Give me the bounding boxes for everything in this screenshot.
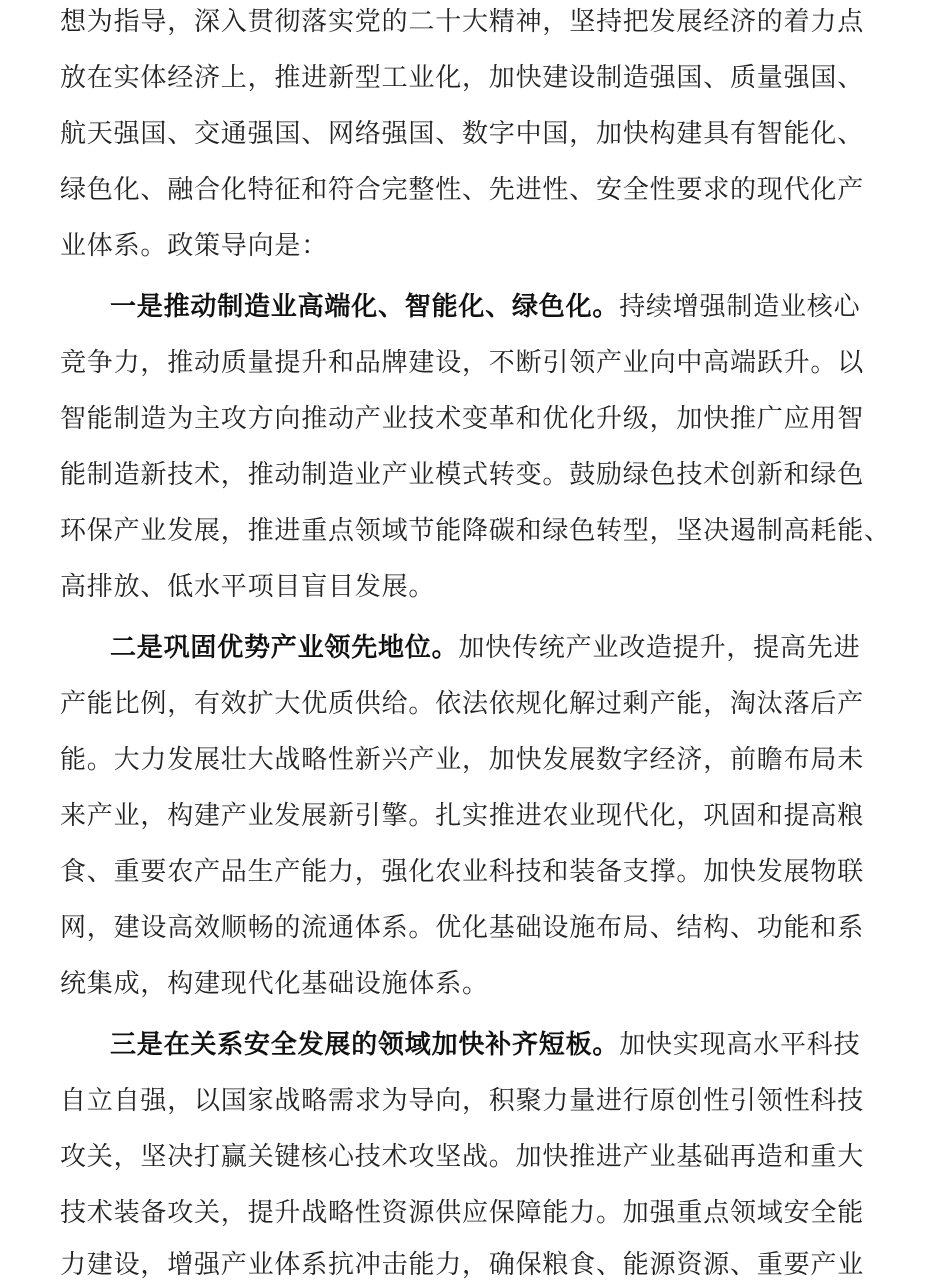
- section-1-line-5: 环保产业发展，推进重点领域节能降碳和绿色转型，坚决遏制高耗能、: [60, 516, 891, 546]
- section-3-heading: 三是在关系安全发展的领域加快补齐短板。: [110, 1030, 620, 1060]
- section-2-line-3: 能。大力发展壮大战略性新兴产业，加快发展数字经济，前瞻布局未: [60, 745, 865, 775]
- section-3-line-5: 力建设，增强产业体系抗冲击能力，确保粮食、能源资源、重要产业: [60, 1250, 865, 1280]
- section-1-line-3: 智能制造为主攻方向推动产业技术变革和优化升级，加快推广应用智: [60, 404, 865, 434]
- section-1-line-4: 能制造新技术，推动制造业产业模式转变。鼓励绿色技术创新和绿色: [60, 460, 865, 490]
- section-2-line-5: 食、重要农产品生产能力，强化农业科技和装备支撑。加快发展物联: [60, 857, 865, 887]
- section-2-line-2: 产能比例，有效扩大优质供给。依法依规化解过剩产能，淘汰落后产: [60, 689, 865, 719]
- section-3-line-2: 自立自强，以国家战略需求为导向，积聚力量进行原创性引领性科技: [60, 1086, 865, 1116]
- section-2-first-line: [110, 630, 860, 666]
- section-2-heading: 二是巩固优势产业领先地位。: [110, 633, 459, 663]
- intro-line-1: 想为指导，深入贯彻落实党的二十大精神，坚持把发展经济的着力点: [60, 7, 865, 37]
- section-3-line-4: 技术装备攻关，提升战略性资源供应保障能力。加强重点领域安全能: [60, 1198, 865, 1228]
- section-3-first-line: [110, 1027, 860, 1063]
- section-2-line-4: 来产业，构建产业发展新引擎。扎实推进农业现代化，巩固和提高粮: [60, 801, 865, 831]
- intro-line-3: 航天强国、交通强国、网络强国、数字中国，加快构建具有智能化、: [60, 119, 865, 149]
- section-1-line-2: 竞争力，推动质量提升和品牌建设，不断引领产业向中高端跃升。以: [60, 348, 865, 378]
- section-2-line-6: 网，建设高效顺畅的流通体系。优化基础设施布局、结构、功能和系: [60, 913, 865, 943]
- section-2-line-7: 统集成，构建现代化基础设施体系。: [60, 969, 489, 999]
- section-1-first-line: [110, 289, 860, 325]
- intro-line-2: 放在实体经济上，推进新型工业化，加快建设制造强国、质量强国、: [60, 63, 865, 93]
- section-1-heading: 一是推动制造业高端化、智能化、绿色化。: [110, 292, 620, 322]
- section-1-line-6: 高排放、低水平项目盲目发展。: [60, 572, 436, 602]
- section-3-line-3: 攻关，坚决打赢关键核心技术攻坚战。加快推进产业基础再造和重大: [60, 1142, 865, 1172]
- intro-line-4: 绿色化、融合化特征和符合完整性、先进性、安全性要求的现代化产: [60, 175, 865, 205]
- section-3-first-line-text: 加快实现高水平科技: [619, 1030, 861, 1060]
- section-2-first-line-text: 加快传统产业改造提升，提高先进: [458, 633, 861, 663]
- intro-line-5: 业体系。政策导向是：: [60, 231, 329, 261]
- section-1-first-line-text: 持续增强制造业核心: [619, 292, 861, 322]
